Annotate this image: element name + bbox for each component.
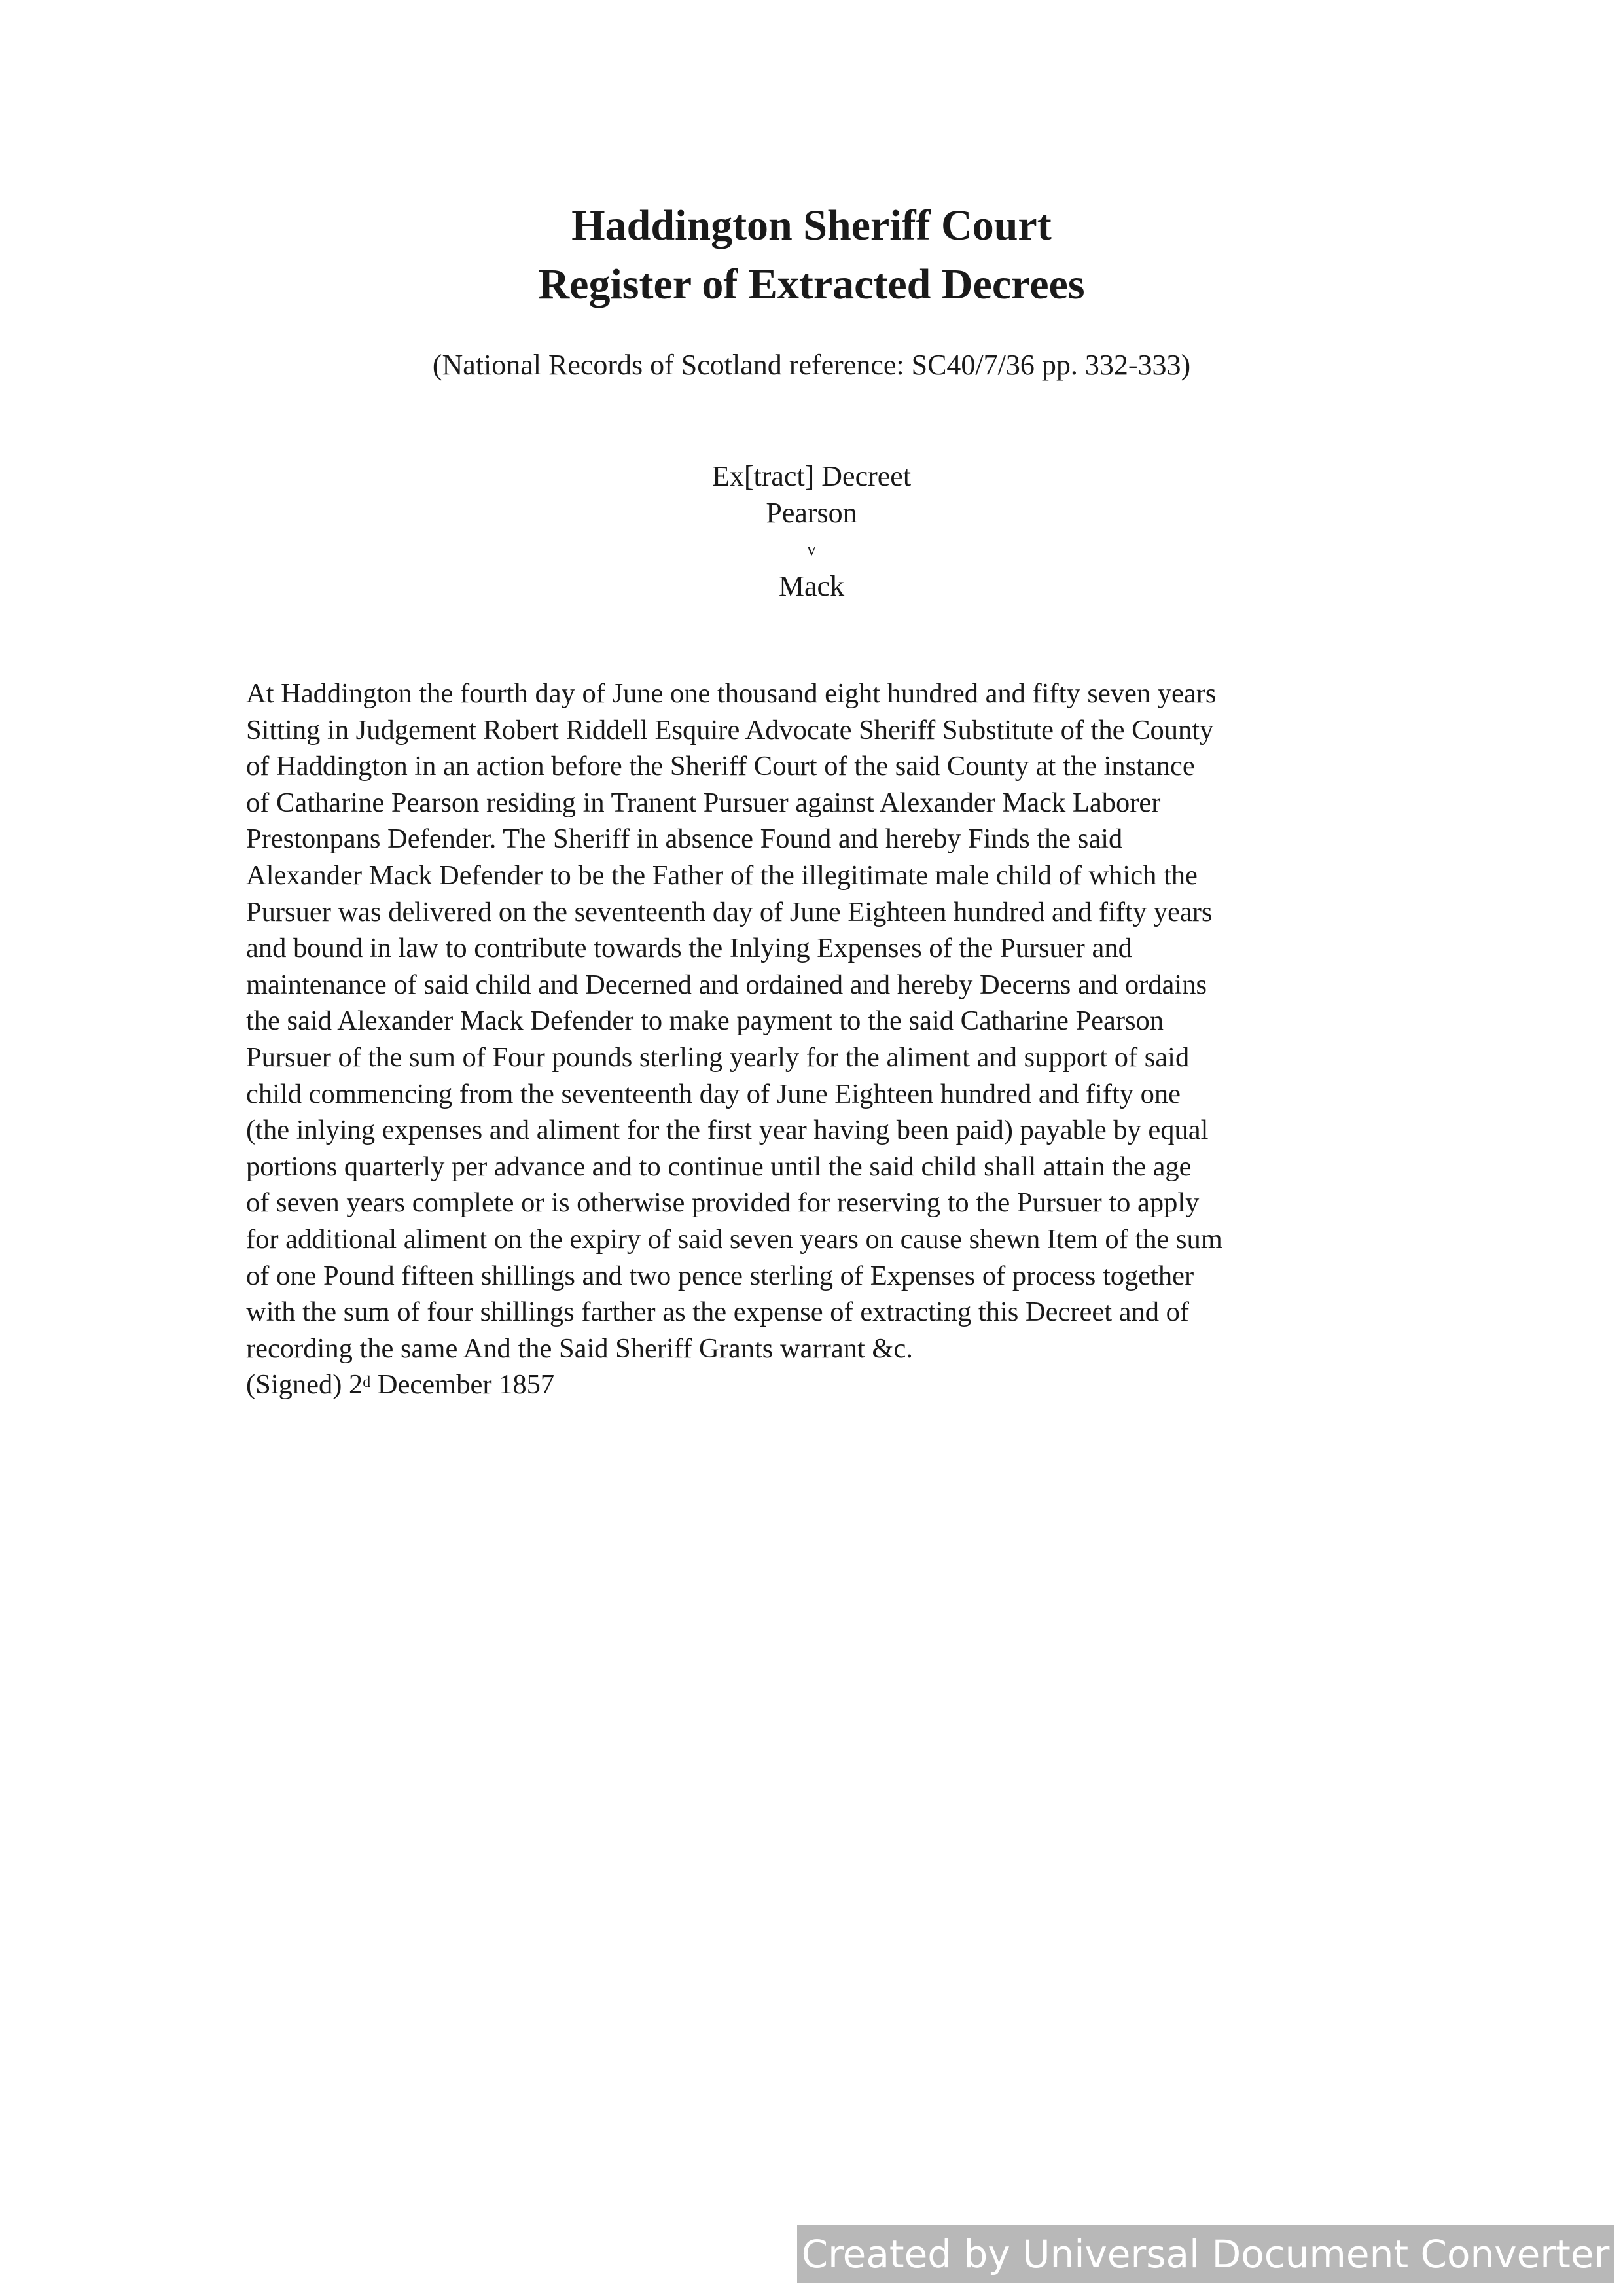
- title-block: [0, 196, 1623, 314]
- signed-superscript: d: [363, 1374, 371, 1391]
- signed-prefix: (Signed) 2: [246, 1369, 363, 1400]
- pursuer-name: Pearson: [766, 497, 857, 529]
- register-title: Register of Extracted Decrees: [538, 260, 1085, 308]
- case-type: Ex[tract] Decreet: [711, 460, 912, 492]
- defender-name: Mack: [778, 570, 845, 602]
- case-heading: [0, 458, 1623, 605]
- signed-date: December 1857: [370, 1369, 555, 1400]
- signed-line: [246, 1367, 554, 1403]
- converter-watermark: Created by Universal Document Converter: [797, 2225, 1614, 2283]
- court-title: Haddington Sheriff Court: [571, 202, 1052, 249]
- decree-body: At Haddington the fourth day of June one thousand eight hundred and fifty seven years Sitting in Judgement Robert Riddell Esquire Advocate Sheriff Substitute of the County of Haddington in an action before the Sheriff Court of the said County at the instance of Catharine Pearson residing in Tranent Pursuer against Alexander Mack Laborer Prestonpans Defender. The Sheriff in absence Found and hereby Finds the said Alexander Mack Defender to be the Father of the illegitimate male child of which the Pursuer was delivered on the seventeenth day of June Eighteen hundred and fifty years and bound in law to contribute towards the Inlying Expenses of the Pursuer and maintenance of said child and Decerned and ordained and hereby Decerns and ordains the said Alexander Mack Defender to make payment to the said Catharine Pearson Pursuer of the sum of Four pounds sterling yearly for the aliment and support of said child commencing from the seventeenth day of June Eighteen hundred and fifty one (the inlying expenses and aliment for the first year having been paid) payable by equal portions quarterly per advance and to continue until the said child shall attain the age of seven years complete or is otherwise provided for reserving to the Pursuer to apply for additional aliment on the expiry of said seven years on cause shewn Item of the sum of one Pound fifteen shillings and two pence sterling of Expenses of process together with the sum of four shillings farther as the expense of extracting this Decreet and of recording the same And the Said Sheriff Grants warrant &c.: [246, 678, 1222, 1364]
- versus-mark: v: [807, 539, 816, 560]
- archive-reference: (National Records of Scotland reference: SC40/7/36 pp. 332-333): [432, 349, 1191, 381]
